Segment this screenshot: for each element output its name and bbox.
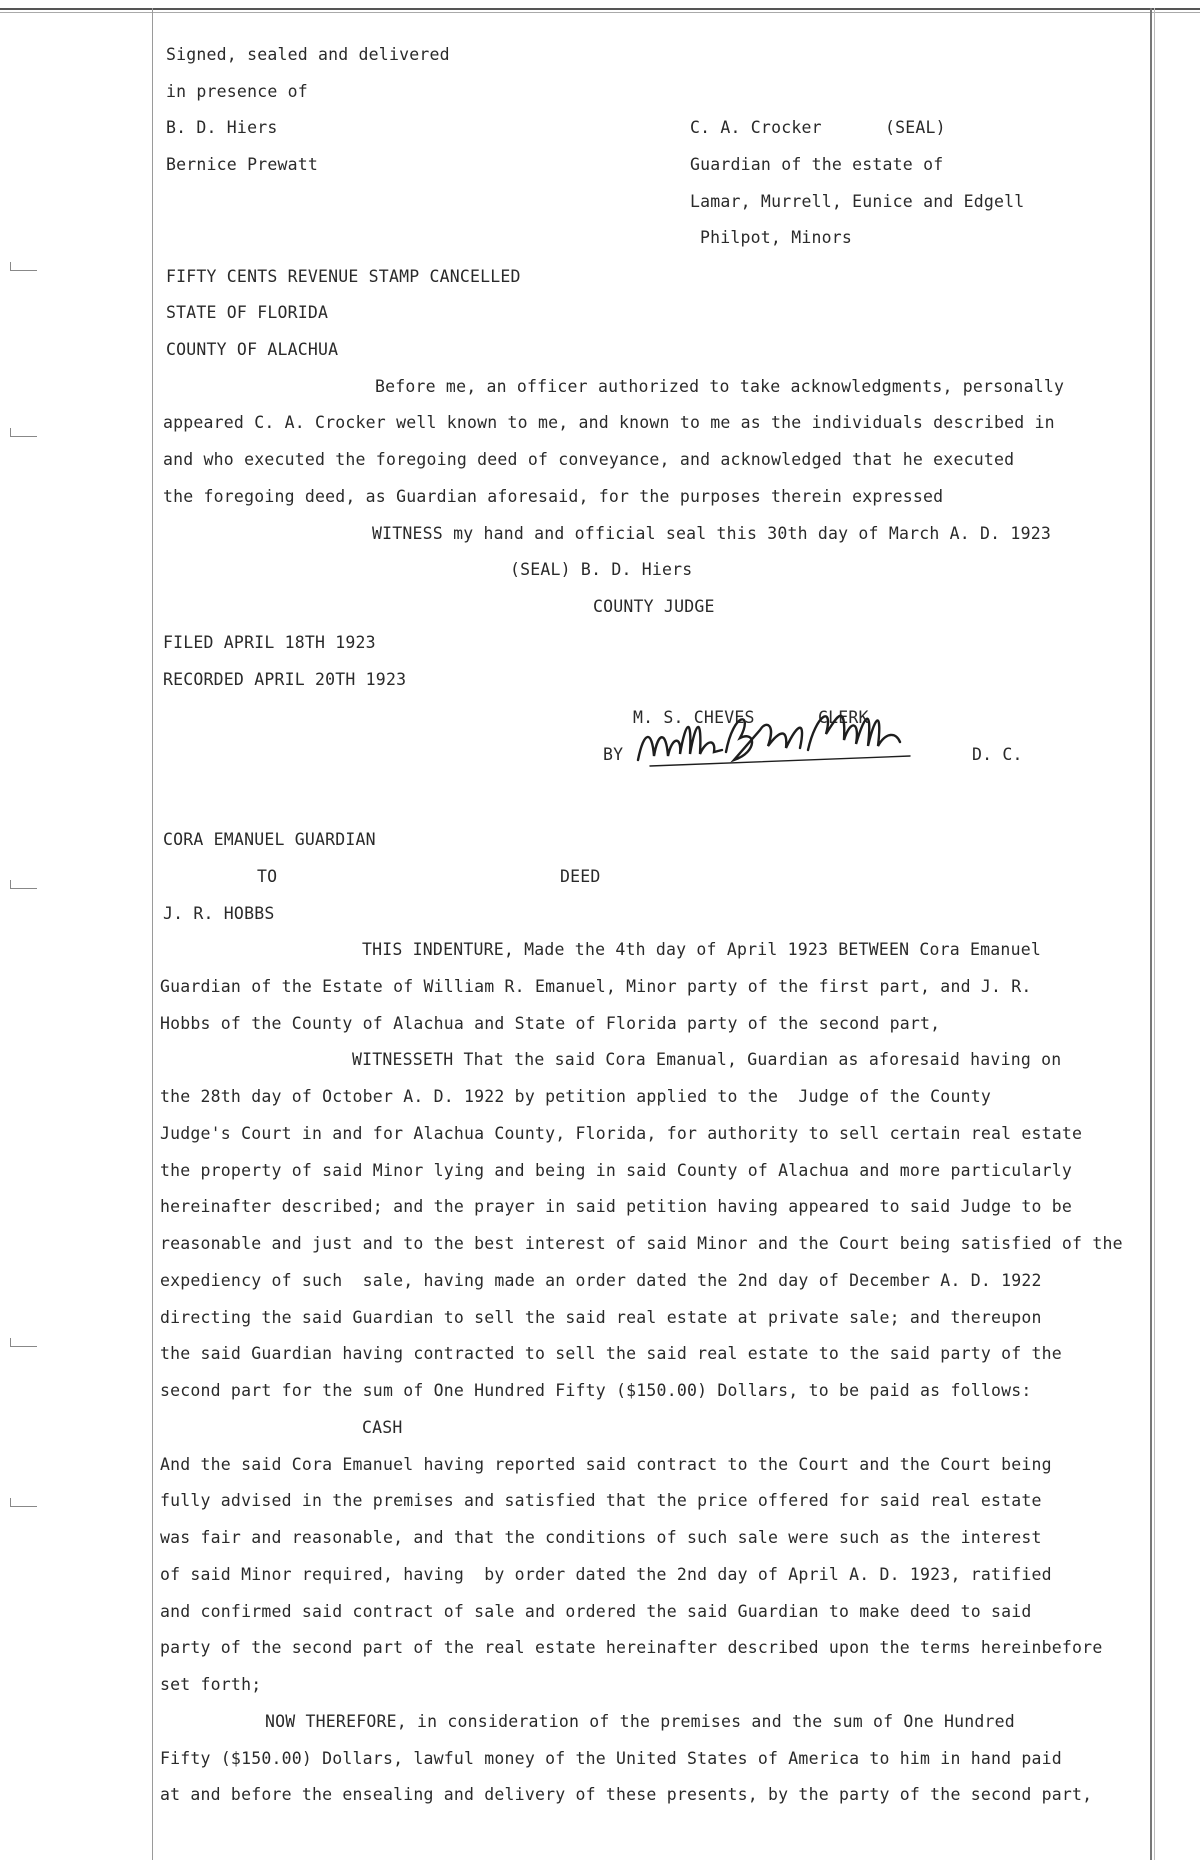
deed-body-line: directing the said Guardian to sell the said real estate at private sale; and thereupon bbox=[160, 1308, 1042, 1327]
deed-body-line: WITNESSETH That the said Cora Emanual, Guardian as aforesaid having on bbox=[352, 1050, 1062, 1069]
grantor-title: Guardian of the estate of bbox=[690, 155, 944, 174]
deed-body-line: fully advised in the premises and satisfied that the price offered for said real estate bbox=[160, 1491, 1042, 1510]
binding-mark bbox=[10, 262, 37, 271]
grantor-name: C. A. Crocker bbox=[690, 118, 822, 137]
deed-body-line: Guardian of the Estate of William R. Emanuel, Minor party of the first part, and J. R. bbox=[160, 977, 1032, 996]
deputy-clerk-label: D. C. bbox=[972, 745, 1023, 764]
deed-body-line: set forth; bbox=[160, 1675, 262, 1694]
clerk-title: CLERK bbox=[818, 708, 869, 727]
deed-body-line: at and before the ensealing and delivery of these presents, by the party of the second part, bbox=[160, 1785, 1093, 1804]
deed-body-line: of said Minor required, having by order dated the 2nd day of April A. D. 1923, ratified bbox=[160, 1565, 1052, 1584]
signed-sealed-line: Signed, sealed and delivered bbox=[166, 45, 450, 64]
deed-body-line: Fifty ($150.00) Dollars, lawful money of the United States of America to him in hand paid bbox=[160, 1749, 1062, 1768]
payment-terms: CASH bbox=[362, 1418, 403, 1437]
acknowledgment-text: and who executed the foregoing deed of conveyance, and acknowledged that he executed bbox=[163, 450, 1015, 469]
deed-body-line: expediency of such sale, having made an order dated the 2nd day of December A. D. 1922 bbox=[160, 1271, 1042, 1290]
clerk-name: M. S. CHEVES bbox=[633, 708, 755, 727]
minors-line: Philpot, Minors bbox=[700, 228, 853, 247]
right-margin-rule bbox=[1150, 8, 1152, 1860]
filed-date: FILED APRIL 18TH 1923 bbox=[163, 633, 376, 652]
deed-body-line: And the said Cora Emanuel having reported said contract to the Court and the Court being bbox=[160, 1455, 1052, 1474]
deed-body-line: hereinafter described; and the prayer in said petition having appeared to said Judge to be bbox=[160, 1197, 1073, 1216]
county-line: COUNTY OF ALACHUA bbox=[166, 340, 339, 359]
deed-type-label: DEED bbox=[560, 867, 601, 886]
top-rule-secondary bbox=[0, 12, 1200, 13]
binding-mark bbox=[10, 1338, 37, 1347]
deed-body-line: the said Guardian having contracted to sell the said real estate to the said party of the bbox=[160, 1344, 1062, 1363]
deed-body-line: second part for the sum of One Hundred Fifty ($150.00) Dollars, to be paid as follows: bbox=[160, 1381, 1032, 1400]
judge-title: COUNTY JUDGE bbox=[593, 597, 715, 616]
handwritten-signature bbox=[630, 690, 930, 780]
recorded-date: RECORDED APRIL 20TH 1923 bbox=[163, 670, 407, 689]
binding-mark bbox=[10, 428, 37, 437]
witness-name: B. D. Hiers bbox=[166, 118, 278, 137]
top-rule bbox=[0, 8, 1200, 10]
witness-name: Bernice Prewatt bbox=[166, 155, 319, 174]
deed-body-line: was fair and reasonable, and that the conditions of such sale were such as the interest bbox=[160, 1528, 1042, 1547]
judge-signature-line: (SEAL) B. D. Hiers bbox=[510, 560, 693, 579]
in-presence-line: in presence of bbox=[166, 82, 308, 101]
deed-body-line: the property of said Minor lying and being in said County of Alachua and more particularly bbox=[160, 1161, 1073, 1180]
deed-body-line: NOW THEREFORE, in consideration of the premises and the sum of One Hundred bbox=[265, 1712, 1015, 1731]
deed-body-line: party of the second part of the real estate hereinafter described upon the terms hereinbefore bbox=[160, 1638, 1103, 1657]
right-margin-rule-secondary bbox=[1154, 8, 1155, 1860]
acknowledgment-text: Before me, an officer authorized to take acknowledgments, personally bbox=[375, 377, 1065, 396]
acknowledgment-text: the foregoing deed, as Guardian aforesaid, for the purposes therein expressed bbox=[163, 487, 944, 506]
by-label: BY bbox=[603, 745, 624, 764]
seal-label: (SEAL) bbox=[885, 118, 946, 137]
deed-body-line: reasonable and just and to the best interest of said Minor and the Court being satisfied of the bbox=[160, 1234, 1123, 1253]
minors-line: Lamar, Murrell, Eunice and Edgell bbox=[690, 192, 1025, 211]
revenue-stamp-line: FIFTY CENTS REVENUE STAMP CANCELLED bbox=[166, 267, 521, 286]
deed-body-line: THIS INDENTURE, Made the 4th day of April 1923 BETWEEN Cora Emanuel bbox=[362, 940, 1041, 959]
deed-body-line: and confirmed said contract of sale and ordered the said Guardian to make deed to said bbox=[160, 1602, 1032, 1621]
left-margin-rule bbox=[152, 8, 153, 1860]
binding-mark bbox=[10, 1498, 37, 1507]
deed-grantee-heading: J. R. HOBBS bbox=[163, 904, 275, 923]
deed-body-line: the 28th day of October A. D. 1922 by petition applied to the Judge of the County bbox=[160, 1087, 991, 1106]
deed-grantor-heading: CORA EMANUEL GUARDIAN bbox=[163, 830, 376, 849]
binding-mark bbox=[10, 880, 37, 889]
deed-body-line: Hobbs of the County of Alachua and State of Florida party of the second part, bbox=[160, 1014, 941, 1033]
deed-to-label: TO bbox=[257, 867, 278, 886]
state-line: STATE OF FLORIDA bbox=[166, 303, 329, 322]
acknowledgment-text: appeared C. A. Crocker well known to me, and known to me as the individuals described in bbox=[163, 413, 1055, 432]
deed-body-line: Judge's Court in and for Alachua County, Florida, for authority to sell certain real estate bbox=[160, 1124, 1083, 1143]
witness-clause: WITNESS my hand and official seal this 30th day of March A. D. 1923 bbox=[372, 524, 1051, 543]
